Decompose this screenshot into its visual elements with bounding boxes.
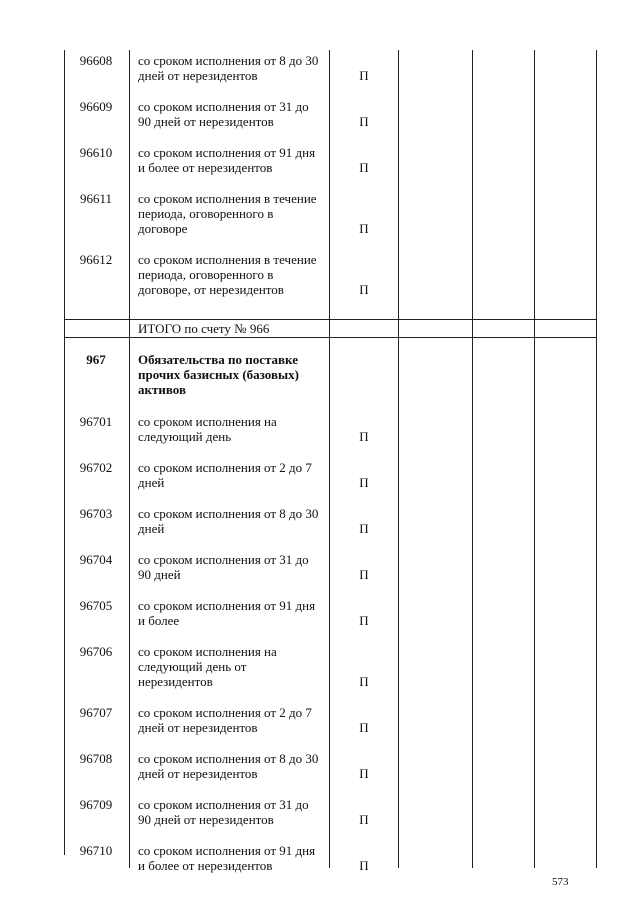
account-type-mark: П	[359, 521, 369, 536]
account-description: со сроком исполнения в течение периода, оговоренного в договоре	[138, 191, 317, 236]
account-description: со сроком исполнения от 8 до 30 дней	[138, 506, 319, 536]
account-type-mark: П	[359, 68, 369, 83]
account-code: 96710	[79, 843, 113, 858]
account-description: со сроком исполнения от 91 дня и более	[138, 598, 316, 628]
column-rule-mark	[398, 50, 399, 868]
total-row-top-rule	[64, 319, 597, 320]
account-type-mark: П	[359, 221, 369, 236]
account-code: 96702	[79, 460, 113, 475]
account-description: со сроком исполнения от 91 дня и более от нерезидентов	[138, 843, 316, 873]
account-description: со сроком исполнения от 8 до 30 дней от нерезидентов	[138, 53, 319, 83]
account-description: со сроком исполнения на следующий день от нерезидентов	[138, 644, 277, 689]
account-code: 96704	[79, 552, 113, 567]
account-description: со сроком исполнения от 8 до 30 дней от нерезидентов	[138, 751, 319, 781]
account-code: 96708	[79, 751, 113, 766]
account-code: 96608	[79, 53, 113, 68]
account-code: 96709	[79, 797, 113, 812]
account-description: со сроком исполнения от 31 до 90 дней	[138, 552, 309, 582]
account-type-mark: П	[359, 766, 369, 781]
total-row-bottom-rule	[64, 337, 597, 338]
account-code: 96706	[79, 644, 113, 659]
account-code: 96609	[79, 99, 113, 114]
account-type-mark: П	[359, 160, 369, 175]
account-code: 96611	[79, 191, 113, 206]
account-type-mark: П	[359, 858, 369, 873]
account-type-mark: П	[359, 812, 369, 827]
column-rule-5	[534, 50, 535, 868]
account-code: 96612	[79, 252, 113, 267]
section-code: 967	[86, 352, 106, 367]
column-rule-desc	[329, 50, 330, 868]
account-description: со сроком исполнения от 31 до 90 дней от нерезидентов	[138, 797, 309, 827]
column-rule-right	[596, 50, 597, 868]
account-description: со сроком исполнения от 2 до 7 дней от нерезидентов	[138, 705, 312, 735]
account-type-mark: П	[359, 429, 369, 444]
account-type-mark: П	[359, 282, 369, 297]
account-type-mark: П	[359, 720, 369, 735]
account-description: со сроком исполнения от 91 дня и более от нерезидентов	[138, 145, 316, 175]
account-code: 96701	[79, 414, 113, 429]
account-description: со сроком исполнения в течение периода, оговоренного в договоре, от нерезидентов	[138, 252, 317, 297]
account-code: 96705	[79, 598, 113, 613]
page-number: 573	[552, 876, 569, 888]
account-description: со сроком исполнения от 2 до 7 дней	[138, 460, 312, 490]
total-label: ИТОГО по счету № 966	[138, 321, 270, 336]
column-rule-left	[64, 50, 65, 855]
account-type-mark: П	[359, 114, 369, 129]
account-type-mark: П	[359, 475, 369, 490]
column-rule-4	[472, 50, 473, 868]
account-code: 96703	[79, 506, 113, 521]
account-type-mark: П	[359, 567, 369, 582]
account-description: со сроком исполнения от 31 до 90 дней от нерезидентов	[138, 99, 309, 129]
account-code: 96707	[79, 705, 113, 720]
section-title: Обязательства по поставке прочих базисных (базовых) активов	[138, 352, 299, 397]
account-type-mark: П	[359, 613, 369, 628]
account-code: 96610	[79, 145, 113, 160]
column-rule-code	[129, 50, 130, 868]
account-type-mark: П	[359, 674, 369, 689]
account-description: со сроком исполнения на следующий день	[138, 414, 277, 444]
